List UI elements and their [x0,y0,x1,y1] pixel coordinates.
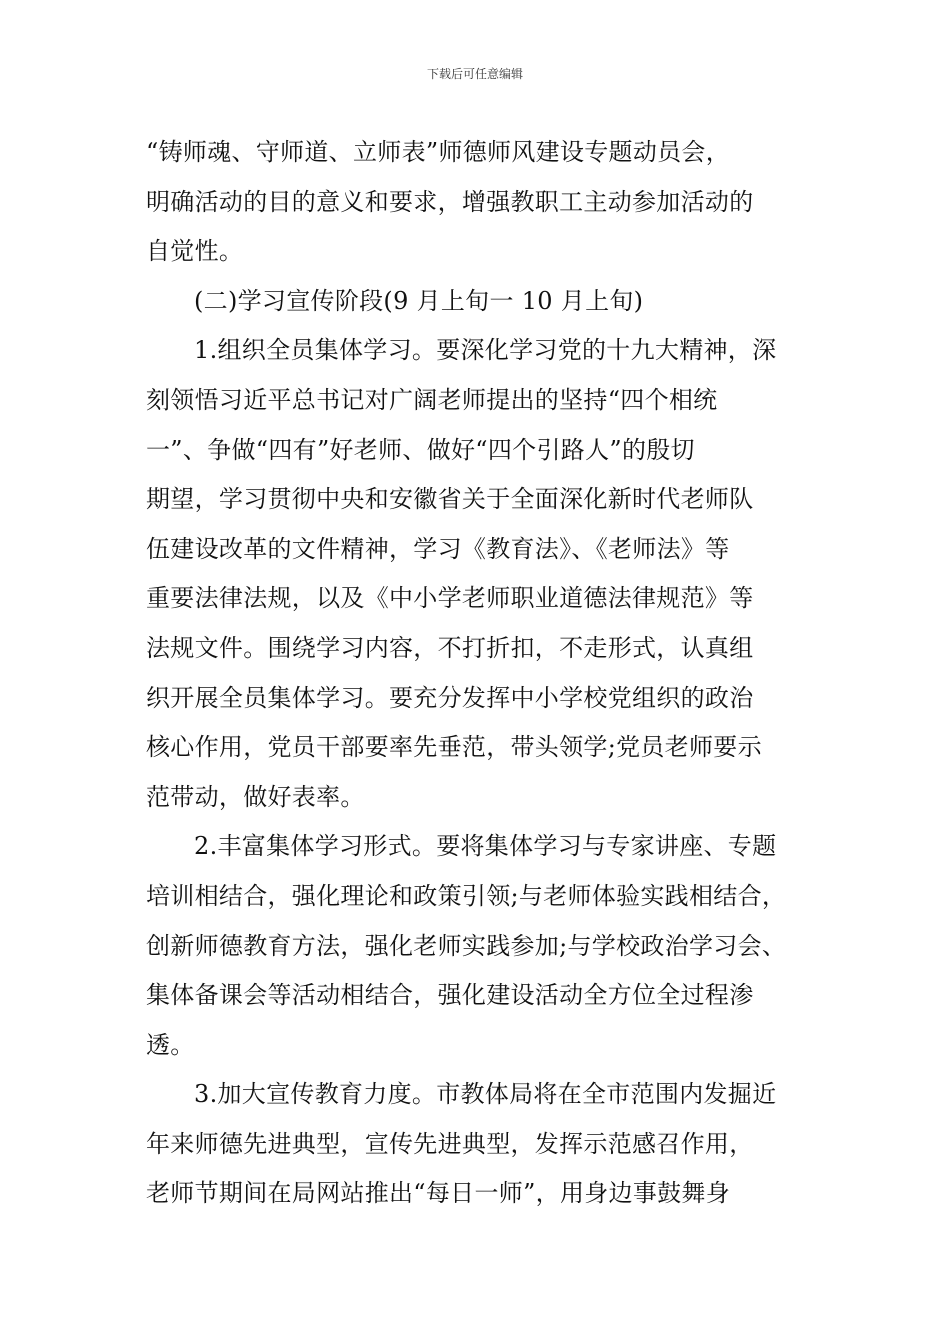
paragraph-item-1 [146,326,808,822]
text-line: 明确活动的目的意义和要求，增强教职工主动参加活动的 [146,187,754,216]
text-line: 织开展全员集体学习。要充分发挥中小学校党组织的政治 [146,683,754,712]
section-heading-study-stage [146,277,808,327]
text-line: 透。 [146,1030,195,1059]
text-line: (二)学习宣传阶段(9 月上旬一 10 月上旬) [194,286,644,315]
text-line: 创新师德教育方法，强化老师实践参加;与学校政治学习会、 [146,931,787,960]
text-line: 3.加大宣传教育力度。市教体局将在全市范围内发掘近 [194,1080,777,1109]
text-line: 老师节期间在局网站推出“每日一师”，用身边事鼓舞身 [146,1179,731,1208]
text-line: 刻领悟习近平总书记对广阔老师提出的坚持“四个相统 [146,385,718,414]
text-line: 重要法律法规，以及《中小学老师职业道德法律规范》等 [146,584,754,613]
document-body [146,128,808,1219]
paragraph-mobilization-continued [146,128,808,277]
text-line: 范带动，做好表率。 [146,782,365,811]
text-line: 法规文件。围绕学习内容，不打折扣，不走形式，认真组 [146,633,754,662]
text-line: 一”、争做“四有”好老师、做好“四个引路人”的殷切 [146,435,695,464]
text-line: “铸师魂、守师道、立师表”师德师风建设专题动员会， [146,138,731,166]
paragraph-item-2 [146,822,808,1070]
text-line: 2.丰富集体学习形式。要将集体学习与专家讲座、专题 [194,832,777,861]
paragraph-item-3 [146,1070,808,1219]
text-line: 自觉性。 [146,237,244,266]
text-line: 1.组织全员集体学习。要深化学习党的十九大精神，深 [194,336,777,365]
text-line: 期望，学习贯彻中央和安徽省关于全面深化新时代老师队 [146,485,754,514]
text-line: 集体备课会等活动相结合，强化建设活动全方位全过程渗 [146,981,754,1010]
text-line: 培训相结合，强化理论和政策引领;与老师体验实践相结合， [146,881,787,910]
text-line: 核心作用，党员干部要率先垂范，带头领学;党员老师要示 [146,733,762,762]
text-line: 伍建设改革的文件精神，学习《教育法》、《老师法》等 [146,534,730,563]
page-header: 下载后可任意编辑 [426,67,523,81]
text-line: 年来师德先进典型，宣传先进典型，发挥示范感召作用， [146,1129,754,1158]
